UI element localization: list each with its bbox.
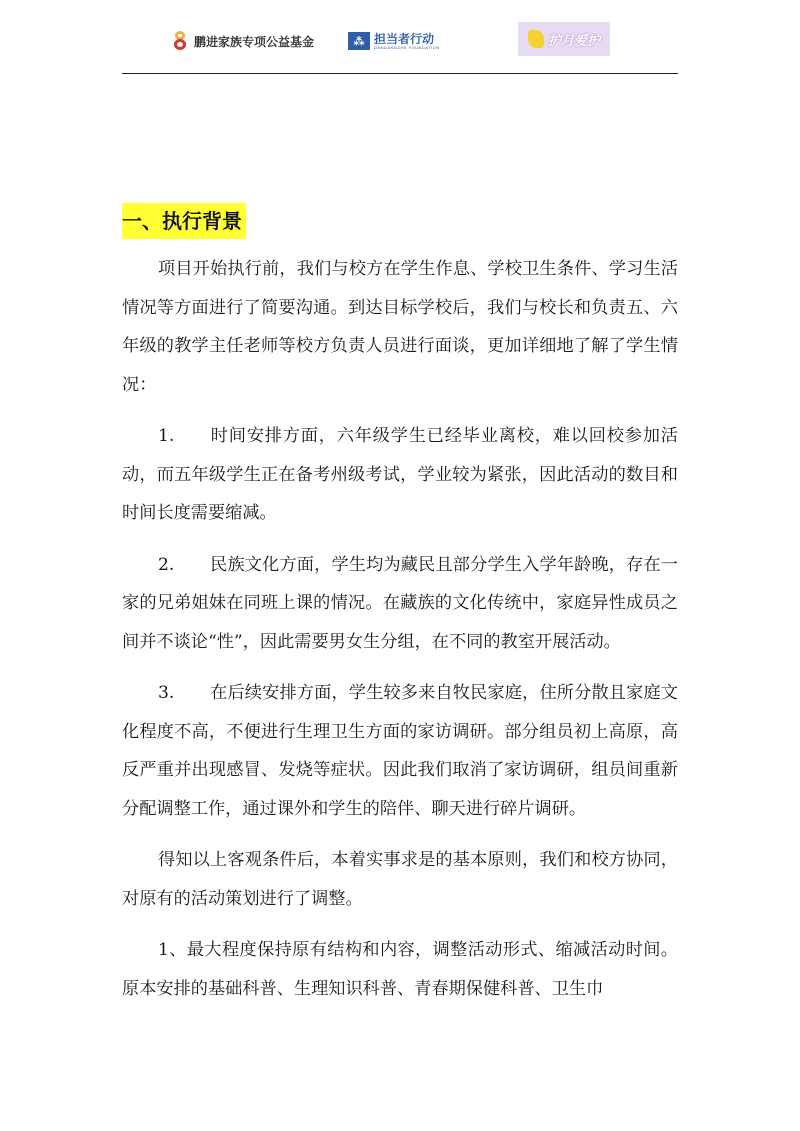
header-divider — [122, 73, 678, 74]
conclusion-paragraph: 得知以上客观条件后，本着实事求是的基本原则，我们和校方协同，对原有的活动策划进行了调整。 — [122, 850, 678, 909]
list-item — [122, 417, 678, 533]
dandangzhe-name: 担当者行动 — [374, 31, 435, 46]
dandangzhe-subtitle: DANDANGZHE FOUNDATION — [374, 44, 440, 50]
page-header — [122, 22, 678, 60]
list-item-number: 2. — [158, 554, 175, 575]
dandangzhe-logo — [348, 22, 440, 60]
intro-paragraph: 项目开始执行前，我们与校方在学生作息、学校卫生条件、学习生活情况等方面进行了简要沟通。到达目标学校后，我们与校长和负责五、六年级的教学主任老师等校方负责人员进行面谈，更加详细地了解了学生情况： — [122, 259, 678, 395]
list-item — [122, 674, 678, 828]
infinity-logo-icon — [172, 31, 190, 51]
list-item-number: 1. — [158, 426, 175, 446]
list-item — [122, 546, 678, 662]
huyue-aihu-name: 护月爱护 — [547, 33, 600, 49]
pengjin-foundation-logo — [172, 22, 314, 60]
pengjin-foundation-name: 鹏进家族专项公益基金 — [194, 34, 315, 49]
adjustment-paragraph: 1、最大程度保持原有结构和内容，调整活动形式、缩减活动时间。原本安排的基础科普、生理知识科普、青春期保健科普、卫生巾 — [122, 940, 678, 999]
list-item-text: 时间安排方面，六年级学生已经毕业离校，难以回校参加活动，而五年级学生正在备考州级考试，学业较为紧张，因此活动的数目和时间长度需要缩减。 — [122, 426, 678, 523]
list-item-number: 3. — [158, 683, 175, 703]
document-body — [122, 250, 678, 1021]
list-item-text: 在后续安排方面，学生较多来自牧民家庭，住所分散且家庭文化程度不高，不便进行生理卫生方面的家访调研。部分组员初上高原，高反严重并出现感冒、发烧等症状。因此我们取消了家访调研，组员间重新分配调整工作，通过课外和学生的陪伴、聊天进行碎片调研。 — [122, 683, 678, 819]
moon-shield-icon — [528, 30, 544, 48]
section-title: 一、执行背景 — [122, 203, 246, 239]
people-group-icon: ⁂ — [348, 32, 370, 50]
list-item-text: 民族文化方面，学生均为藏民且部分学生入学年龄晚，存在一家的兄弟姐妹在同班上课的情况。在藏族的文化传统中，家庭异性成员之间并不谈论“性”，因此需要男女生分组，在不同的教室开展活动。 — [122, 554, 678, 652]
huyue-aihu-logo — [518, 22, 610, 56]
